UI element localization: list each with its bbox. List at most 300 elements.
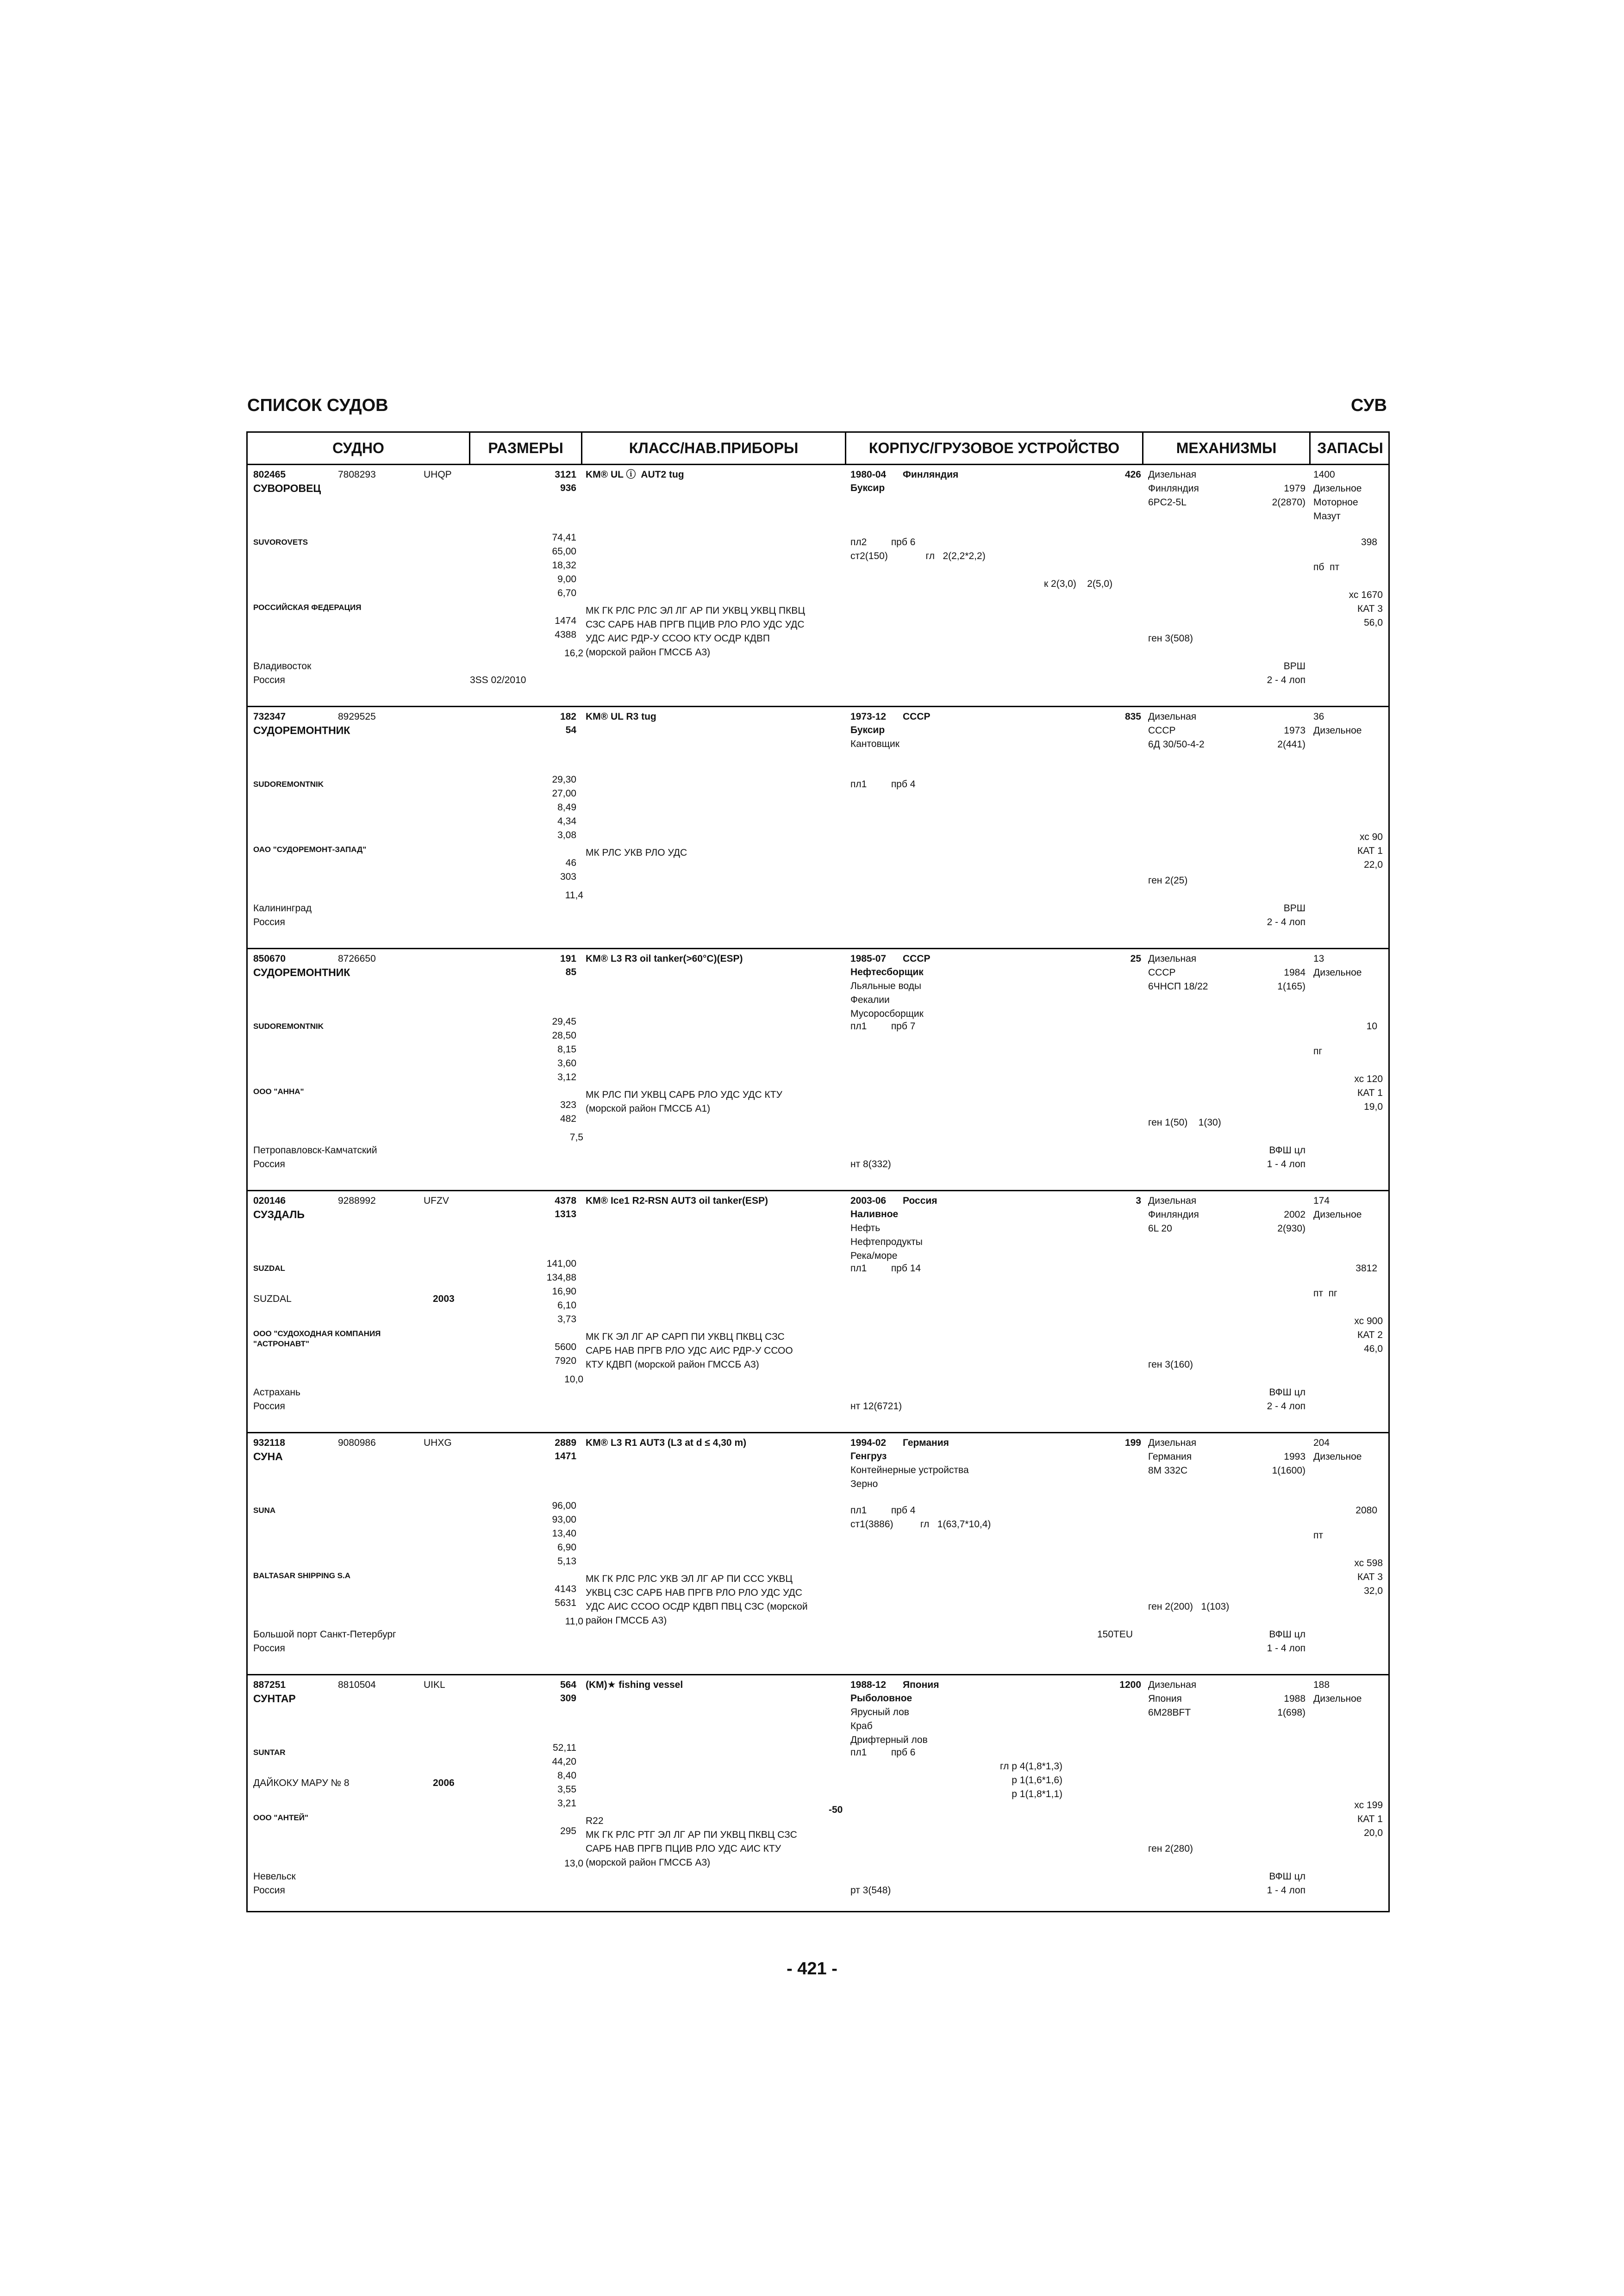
refrigeration-line: 19,0 [1364,1101,1383,1112]
holds-info: ст2(150) гл 2(2,2*2,2) [850,551,986,561]
former-name-year: 2003 [433,1294,455,1304]
fresh-water: 398 [1361,537,1377,548]
speed-value: 16,2 [564,648,583,659]
net-tonnage: 309 [560,1693,576,1704]
supply-line: 174 [1313,1195,1330,1206]
engine-info [1148,1194,1199,1236]
supply-line: Дизельное [1313,967,1362,978]
registry-number: 802465 [253,469,286,480]
vessel-type: Зерно [850,1479,878,1489]
deadweight-list [525,614,576,642]
equipment-line: САРБ НАВ ПРГВ ПЦИВ РЛО УДС АИС КТУ [586,1843,781,1854]
ship-record [248,707,1388,949]
engine-power: 2(2870) [1272,497,1305,508]
ship-name: СУДОРЕМОНТНИК [253,966,350,978]
home-port: Астрахань [253,1387,300,1398]
equipment-line: МК ГК РЛС РЛС УКВ ЭЛ ЛГ АР ПИ ССС УКВЦ [586,1574,793,1584]
vessel-type: Буксир [850,483,885,493]
equipment-line: САРБ НАВ ПРГВ РЛО УДС АИС РДР-У ССОО [586,1345,793,1356]
deadweight-list [525,856,576,884]
deadweight-list [525,1824,576,1838]
vessel-type: Наливное [850,1209,899,1220]
propeller-type: ВФШ цл [1269,1629,1305,1640]
column-header-machinery: МЕХАНИЗМЫ [1176,440,1277,456]
fuel-supplies [1313,1678,1362,1706]
build-country: СССР [903,711,931,722]
engine-line: 6ЧНСП 18/22 [1148,981,1208,992]
net-tonnage: 936 [560,483,576,493]
call-sign: UIKL [424,1680,445,1690]
build-country: Россия [903,1195,937,1206]
dimension-value: 3,21 [557,1798,576,1809]
vessel-type: Буксир [850,725,885,735]
navigation-equipment [586,846,687,860]
engine-line: 6Д 30/50-4-2 [1148,739,1205,750]
vessel-type: Кантовщик [850,739,899,749]
fuel-supplies [1313,710,1362,738]
imo-number: 9288992 [338,1195,376,1206]
refrigeration-line: хс 1670 [1349,590,1383,600]
refrigeration-line: 22,0 [1364,859,1383,870]
build-country: Япония [903,1680,939,1690]
gross-tonnage: 191 [560,953,576,964]
deadweight-value: 323 [560,1100,576,1110]
refrigeration-line: 46,0 [1364,1344,1383,1354]
vessel-type: Река/море [850,1251,898,1261]
dimension-value: 93,00 [552,1514,576,1525]
home-port: Невельск [253,1871,296,1882]
dimensions-list [525,773,576,842]
fuel-supplies [1313,952,1362,980]
engine-year: 1984 [1284,967,1305,978]
deadweight-value: 1474 [555,616,576,626]
engine-power: 1(698) [1277,1707,1305,1718]
cargo-tanks: рт 3(548) [850,1885,891,1896]
gross-tonnage: 564 [560,1680,576,1690]
dimensions-list [525,1741,576,1811]
dimension-value: 141,00 [546,1258,576,1269]
imo-number: 7808293 [338,469,376,480]
ship-name: СУДОРЕМОНТНИК [253,724,350,736]
engine-info [1148,710,1205,752]
gross-tonnage: 3121 [555,469,576,480]
page-number: - 421 - [787,1959,837,1979]
dimension-value: 8,40 [557,1770,576,1781]
supply-line: Дизельное [1313,1451,1362,1462]
refrigeration-line: КАТ 3 [1357,604,1383,614]
refrigeration-line: 56,0 [1364,617,1383,628]
generators-info: ген 1(50) 1(30) [1148,1117,1221,1128]
deck-info: пл1 прб 4 [850,1505,916,1516]
dimensions-list [525,531,576,600]
call-sign: UHQP [424,469,452,480]
column-header-ship: СУДНО [332,440,384,456]
supply-line: Дизельное [1313,1693,1362,1704]
refrigeration-line: 32,0 [1364,1586,1383,1596]
dimension-value: 3,12 [557,1072,576,1083]
build-date: 1985-07 [850,953,887,964]
build-country: Финляндия [903,469,959,480]
dimension-value: 6,90 [557,1542,576,1553]
vessel-type: Нефть [850,1223,881,1233]
ship-name-latin: SUDOREMONTNIK [253,780,324,789]
net-tonnage: 1471 [555,1451,576,1462]
registry-number: 020146 [253,1195,286,1206]
engine-line: СССР [1148,967,1176,978]
engine-line: Финляндия [1148,483,1199,494]
generators-info: ген 3(160) [1148,1359,1193,1370]
refrigeration-info [1312,1314,1383,1356]
build-date: 2003-06 [850,1195,887,1206]
equipment-line: (морской район ГМССБ А3) [586,647,711,658]
vessel-type: Фекалии [850,995,890,1005]
supply-notes: пт пг [1313,1288,1337,1299]
supply-line: Мазут [1313,511,1341,522]
dimension-value: 65,00 [552,546,576,557]
column-header-class: КЛАСС/НАВ.ПРИБОРЫ [629,440,799,456]
ship-name-latin: SUZDAL [253,1264,285,1273]
ship-name-latin: SUVOROVETS [253,538,308,547]
fuel-supplies [1313,1436,1362,1464]
deadweight-value: 5600 [555,1342,576,1352]
engine-info [1148,952,1208,994]
ship-name: СУЗДАЛЬ [253,1208,305,1220]
engine-year: 2002 [1284,1209,1305,1220]
dimension-value: 13,40 [552,1528,576,1539]
ship-name: СУНА [253,1450,283,1462]
ship-record [248,465,1388,707]
refrigeration-line: хс 90 [1360,832,1383,842]
propeller-type: ВРШ [1283,903,1305,914]
dimension-value: 18,32 [552,560,576,571]
navigation-equipment [586,1330,793,1372]
imo-number: 8810504 [338,1680,376,1690]
deck-info: пл1 прб 4 [850,779,916,790]
deadweight-value: 7920 [555,1356,576,1366]
registry-number: 850670 [253,953,286,964]
dimension-value: 29,45 [552,1016,576,1027]
equipment-line: МК ГК ЭЛ ЛГ АР САРП ПИ УКВЦ ПКВЦ СЗС [586,1332,785,1342]
refrigeration-info [1312,1072,1383,1114]
engine-line: 6L 20 [1148,1223,1172,1234]
refrigeration-line: хс 900 [1354,1316,1383,1326]
class-notation: KM® L3 R1 AUT3 (L3 at d ≤ 4,30 m) [586,1437,747,1448]
home-port: Большой порт Санкт-Петербург [253,1629,396,1640]
engine-year: 1993 [1284,1451,1305,1462]
vessel-type: Рыболовное [850,1693,912,1704]
supply-line: Дизельное [1313,725,1362,736]
dimension-value: 3,55 [557,1784,576,1795]
deadweight-list [525,1098,576,1126]
dimension-value: 4,34 [557,816,576,827]
refrigeration-line: КАТ 3 [1357,1572,1383,1582]
supply-line: 188 [1313,1680,1330,1690]
dimension-value: 74,41 [552,532,576,543]
yard-number: 199 [1124,1437,1141,1448]
class-notation: KM® Ice1 R2-RSN AUT3 oil tanker(ESP) [586,1195,768,1206]
propeller-blades: 2 - 4 лоп [1267,675,1305,685]
refrigeration-line: КАТ 1 [1357,1088,1383,1098]
former-name: SUZDAL [253,1294,292,1304]
class-notation: KM® L3 R3 oil tanker(>60°C)(ESP) [586,953,743,964]
column-header-hull: КОРПУС/ГРУЗОВОЕ УСТРОЙСТВО [868,440,1120,456]
vessel-type: Льяльные воды [850,981,921,991]
ship-name-latin: SUDOREMONTNIK [253,1022,324,1031]
cargo-tanks: нт 8(332) [850,1159,891,1170]
propeller-blades: 2 - 4 лоп [1267,1401,1305,1412]
speed-value: 13,0 [564,1858,583,1869]
net-tonnage: 1313 [555,1209,576,1220]
fresh-water: 2080 [1355,1505,1377,1516]
supply-notes: пг [1313,1046,1323,1057]
equipment-line: КТУ КДВП (морской район ГМССБ А3) [586,1359,759,1370]
refrigeration-info [1312,1798,1383,1840]
propeller-blades: 1 - 4 лоп [1267,1643,1305,1654]
net-tonnage: 54 [565,725,576,735]
owner-name: ОАО "СУДОРЕМОНТ-ЗАПАД" [253,845,367,854]
holds-list [970,1760,1062,1801]
deck-info: пл1 прб 7 [850,1021,916,1032]
dimensions-list [525,1015,576,1084]
propeller-type: ВФШ цл [1269,1871,1305,1882]
column-header-dimensions: РАЗМЕРЫ [488,440,563,456]
vessel-type: Ярусный лов [850,1707,909,1717]
navigation-equipment [586,1088,782,1116]
equipment-line: (морской район ГМССБ А3) [586,1857,711,1868]
yard-number: 835 [1124,711,1141,722]
home-port: Петропавловск-Камчатский [253,1145,377,1156]
yard-number: 426 [1124,469,1141,480]
deadweight-value: 482 [560,1114,576,1124]
supply-line: Дизельное [1313,483,1362,494]
vessel-type: Мусоросборщик [850,1008,924,1019]
deadweight-value: 295 [560,1826,576,1836]
survey-note: 3SS 02/2010 [470,675,526,685]
hold-value: р 1(1,6*1,6) [1012,1775,1062,1786]
imo-number: 8929525 [338,711,376,722]
refrigeration-line: хс 598 [1354,1558,1383,1568]
engine-line: Дизельная [1148,1195,1197,1206]
flag-country: Россия [253,1885,285,1896]
engine-line: Япония [1148,1693,1182,1704]
dimension-value: 5,13 [557,1556,576,1567]
engine-line: Дизельная [1148,1437,1197,1448]
home-port: Калининград [253,903,312,914]
dimension-value: 8,49 [557,802,576,813]
equipment-line: УДС АИС ССОО ОСДР КДВП ПВЦ СЗС (морской [586,1601,808,1612]
engine-info [1148,1436,1196,1478]
generators-info: ген 3(508) [1148,633,1193,644]
build-date: 1994-02 [850,1437,887,1448]
engine-info [1148,1678,1196,1720]
dimension-value: 8,15 [557,1044,576,1055]
owner-name: BALTASAR SHIPPING S.A [253,1571,350,1580]
refrigeration-line: 20,0 [1364,1828,1383,1838]
vessel-type-list [850,965,924,1021]
vessel-type: Нефтепродукты [850,1237,923,1247]
ship-record [248,1675,1388,1917]
engine-line: Дизельная [1148,469,1197,480]
dimension-value: 9,00 [557,574,576,585]
deadweight-list [525,1340,576,1368]
dimension-value: 16,90 [552,1286,576,1297]
speed-value: 11,4 [565,890,583,901]
flag-country: Россия [253,917,285,927]
class-notation: KM® UL R3 tug [586,711,656,722]
dimension-value: 6,10 [557,1300,576,1311]
build-country: СССР [903,953,931,964]
dimension-value: 134,88 [546,1272,576,1283]
propeller-blades: 2 - 4 лоп [1267,917,1305,927]
gross-tonnage: 2889 [555,1437,576,1448]
vessel-type-list [850,481,885,495]
engine-line: СССР [1148,725,1176,736]
speed-value: 7,5 [569,1132,583,1143]
propeller-blades: 1 - 4 лоп [1267,1159,1305,1170]
vessel-type: Краб [850,1721,873,1731]
flag-country: Россия [253,1401,285,1412]
dimension-value: 29,30 [552,774,576,785]
vessel-type: Нефтесборщик [850,967,924,977]
supply-line: Моторное [1313,497,1358,508]
dimension-value: 28,50 [552,1030,576,1041]
ship-name: СУНТАР [253,1692,296,1705]
deadweight-value: 303 [560,871,576,882]
dimension-value: 3,73 [557,1314,576,1325]
engine-power: 1(1600) [1272,1465,1305,1476]
deadweight-value: 4143 [555,1584,576,1594]
class-notation: (KM)★ fishing vessel [586,1680,683,1690]
class-notation: KM® UL ⓘ AUT2 tug [586,469,684,480]
equipment-line: УДС АИС РДР-У ССОО КТУ ОСДР КДВП [586,633,770,644]
engine-power: 2(441) [1277,739,1305,750]
equipment-line: (морской район ГМССБ А1) [586,1103,711,1114]
refrigeration-info [1312,830,1383,872]
equipment-line: R22 [586,1816,604,1826]
net-tonnage: 85 [565,967,576,977]
engine-line: 6M28BFT [1148,1707,1191,1718]
deck-info: пл1 прб 14 [850,1263,921,1274]
flag-country: Россия [253,1643,285,1654]
speed-value: 11,0 [565,1616,583,1627]
refrigeration-info [1312,1556,1383,1598]
gross-tonnage: 182 [560,711,576,722]
propeller-type: ВРШ [1283,661,1305,672]
supply-line: 13 [1313,953,1324,964]
deadweight-value: 4388 [555,629,576,640]
fuel-supplies [1313,468,1362,523]
page-section-code: СУВ [1350,396,1387,415]
owner-name: ООО "АНТЕЙ" [253,1813,309,1822]
engine-year: 1973 [1284,725,1305,736]
registry-number: 932118 [253,1437,285,1448]
container-capacity: 150TEU [1097,1629,1133,1640]
equipment-line: МК ГК РЛС РЛС ЭЛ ЛГ АР ПИ УКВЦ УКВЦ ПКВЦ [586,605,805,616]
deadweight-list [525,1582,576,1610]
engine-line: Дизельная [1148,1680,1197,1690]
refrigeration-line: КАТ 2 [1357,1330,1383,1340]
fresh-water: 3812 [1355,1263,1377,1274]
vessel-type-list [850,1692,928,1747]
ship-name-latin: SUNTAR [253,1748,286,1757]
refrigeration-info [1312,588,1383,630]
supply-line: Дизельное [1313,1209,1362,1220]
registry-number: 732347 [253,711,286,722]
build-date: 1980-04 [850,469,887,480]
ship-record [248,1433,1388,1675]
vessel-type-list [850,1207,923,1263]
navigation-equipment [586,1572,808,1628]
refrigeration-line: хс 120 [1354,1074,1383,1084]
engine-line: 8M 332C [1148,1465,1188,1476]
engine-line: Германия [1148,1451,1192,1462]
dimension-value: 52,11 [553,1742,576,1753]
vessel-type: Генгруз [850,1451,887,1462]
cranes-info: к 2(3,0) 2(5,0) [1044,579,1113,589]
navigation-equipment [586,1814,797,1870]
page-title: СПИСОК СУДОВ [247,396,388,415]
ships-table [246,431,1390,1912]
owner-name: РОССИЙСКАЯ ФЕДЕРАЦИЯ [253,603,362,612]
supply-notes: пб пт [1313,562,1340,572]
flag-country: Россия [253,675,285,685]
yard-number: 25 [1130,953,1141,964]
dimension-value: 96,00 [552,1500,576,1511]
registry-number: 887251 [253,1680,286,1690]
dimension-value: 6,70 [557,588,576,598]
ship-record [248,1191,1388,1433]
generators-info: ген 2(280) [1148,1843,1193,1854]
build-country: Германия [903,1437,949,1448]
yard-number: 1200 [1119,1680,1141,1690]
propeller-type: ВФШ цл [1269,1387,1305,1398]
owner-name: ООО "СУДОХОДНАЯ КОМПАНИЯ "АСТРОНАВТ" [253,1329,381,1348]
fresh-water: 10 [1366,1021,1377,1032]
deadweight-value: 5631 [555,1598,576,1608]
supply-line: 1400 [1313,469,1335,480]
imo-number: 9080986 [338,1437,376,1448]
yard-number: 3 [1136,1195,1141,1206]
deck-info: пл1 прб 6 [850,1747,916,1758]
supply-notes: пт [1313,1530,1323,1541]
engine-power: 1(165) [1277,981,1305,992]
engine-line: Финляндия [1148,1209,1199,1220]
equipment-line: СЗС САРБ НАВ ПРГВ ПЦИВ РЛО РЛО УДС УДС [586,619,805,630]
owner-name: ООО "АННА" [253,1087,304,1096]
vessel-type: Дрифтерный лов [850,1735,928,1745]
call-sign: UFZV [424,1195,449,1206]
engine-year: 1979 [1284,483,1305,494]
engine-line: 6PC2-5L [1148,497,1187,508]
speed-value: 10,0 [564,1374,583,1385]
build-date: 1973-12 [850,711,887,722]
vessel-type-list [850,1450,969,1491]
ship-name-latin: SUNA [253,1506,276,1515]
deck-info: пл2 прб 6 [850,537,916,548]
refrigeration-line: КАТ 1 [1357,846,1383,856]
engine-info [1148,468,1199,510]
hold-value: гл р 4(1,8*1,3) [999,1761,1062,1772]
engine-year: 1988 [1284,1693,1305,1704]
fuel-supplies [1313,1194,1362,1222]
hold-value: р 1(1,8*1,1) [1012,1789,1062,1799]
dimension-value: 44,20 [552,1756,576,1767]
dimensions-list [525,1257,576,1326]
equipment-line: МК ГК РЛС РТГ ЭЛ ЛГ АР ПИ УКВЦ ПКВЦ СЗС [586,1829,797,1840]
generators-info: ген 2(200) 1(103) [1148,1601,1230,1612]
engine-line: Дизельная [1148,711,1197,722]
imo-number: 8726650 [338,953,376,964]
